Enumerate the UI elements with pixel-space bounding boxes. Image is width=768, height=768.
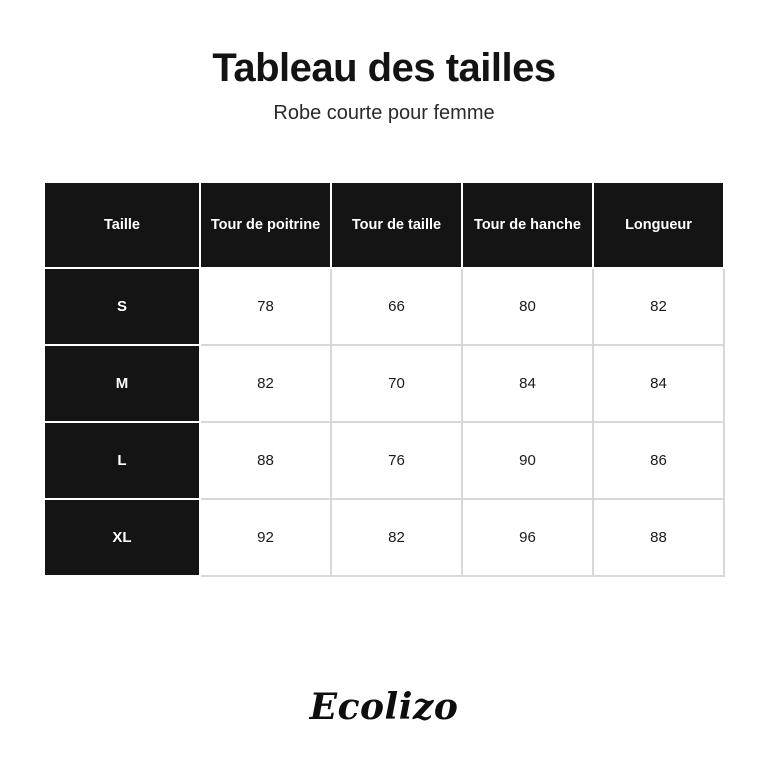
cell-longueur: 86 [593,422,724,499]
cell-poitrine: 82 [200,345,331,422]
size-table-container [43,181,725,577]
cell-longueur: 82 [593,268,724,345]
cell-hanche: 96 [462,499,593,576]
cell-hanche: 80 [462,268,593,345]
page-title: Tableau des tailles [212,46,556,90]
table-header-row [44,182,724,268]
size-table-body [44,268,724,576]
cell-taille: 76 [331,422,462,499]
cell-taille: 82 [331,499,462,576]
cell-poitrine: 78 [200,268,331,345]
table-row [44,422,724,499]
brand-logo: Ecolizo [309,686,459,728]
size-table-head [44,182,724,268]
cell-hanche: 90 [462,422,593,499]
cell-longueur: 84 [593,345,724,422]
cell-poitrine: 92 [200,499,331,576]
row-header-size: XL [44,499,200,576]
column-header-taille: Taille [44,182,200,268]
page-subtitle: Robe courte pour femme [273,102,495,124]
column-header-tour-de-poitrine: Tour de poitrine [200,182,331,268]
cell-poitrine: 88 [200,422,331,499]
table-row [44,345,724,422]
cell-taille: 70 [331,345,462,422]
row-header-size: M [44,345,200,422]
table-row [44,268,724,345]
column-header-tour-de-taille: Tour de taille [331,182,462,268]
cell-hanche: 84 [462,345,593,422]
table-row [44,499,724,576]
column-header-longueur: Longueur [593,182,724,268]
size-table [43,181,725,577]
column-header-tour-de-hanche: Tour de hanche [462,182,593,268]
cell-longueur: 88 [593,499,724,576]
cell-taille: 66 [331,268,462,345]
row-header-size: L [44,422,200,499]
row-header-size: S [44,268,200,345]
